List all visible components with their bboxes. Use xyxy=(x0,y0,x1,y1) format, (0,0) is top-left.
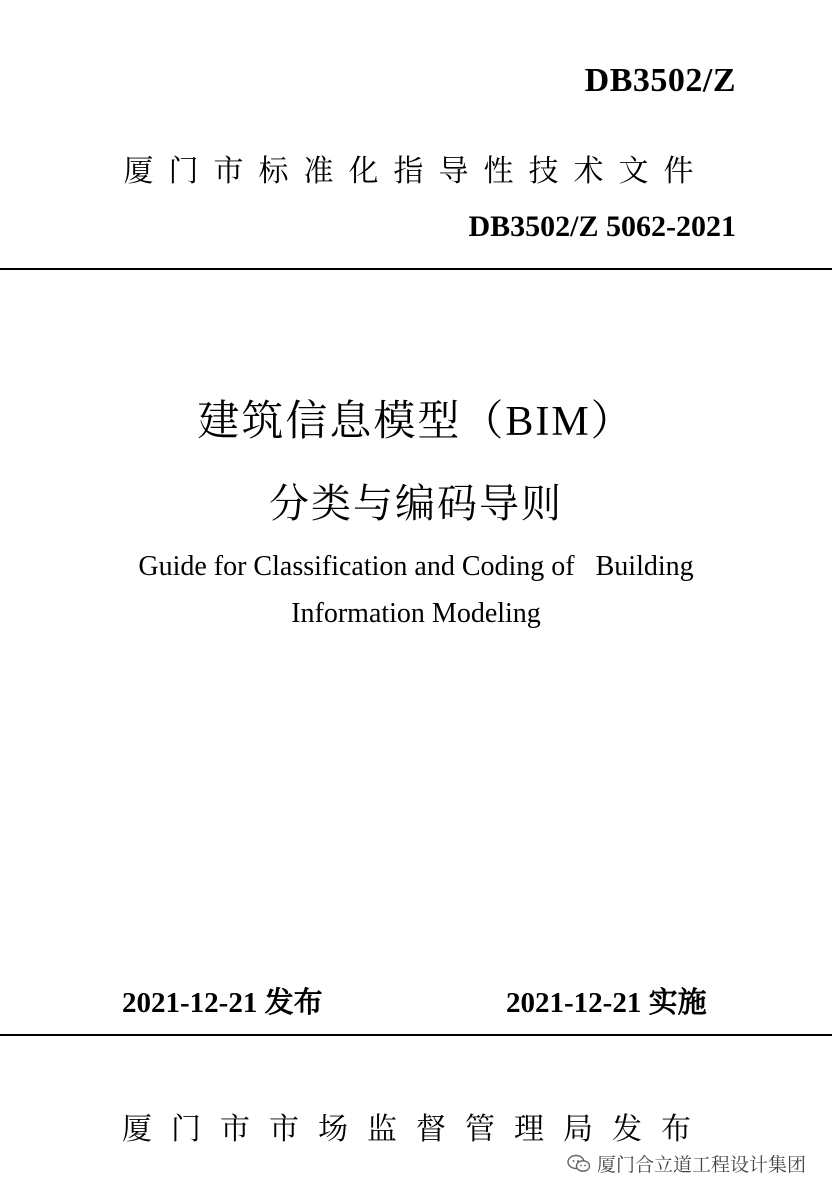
watermark xyxy=(567,1150,806,1177)
watermark-text: 厦门合立道工程设计集团 xyxy=(596,1154,806,1176)
document-number: DB3502/Z 5062-2021 xyxy=(468,210,736,243)
issuing-authority: 厦门市市场监督管理局发布 xyxy=(122,1112,710,1147)
document-type: 厦门市标准化指导性技术文件 xyxy=(123,154,709,189)
bottom-divider xyxy=(0,1034,832,1036)
wechat-icon xyxy=(567,1154,591,1174)
title-english-line2: Information Modeling xyxy=(291,598,541,629)
top-divider xyxy=(0,268,832,270)
standard-code: DB3502/Z xyxy=(584,62,736,99)
title-english-line1: Guide for Classification and Coding of Building xyxy=(138,551,694,582)
title-chinese-line2: 分类与编码导则 xyxy=(269,481,563,526)
release-date: 2021-12-21 发布 xyxy=(122,987,323,1019)
implementation-date: 2021-12-21 实施 xyxy=(506,987,707,1019)
title-chinese-line1: 建筑信息模型（BIM） xyxy=(197,399,635,445)
